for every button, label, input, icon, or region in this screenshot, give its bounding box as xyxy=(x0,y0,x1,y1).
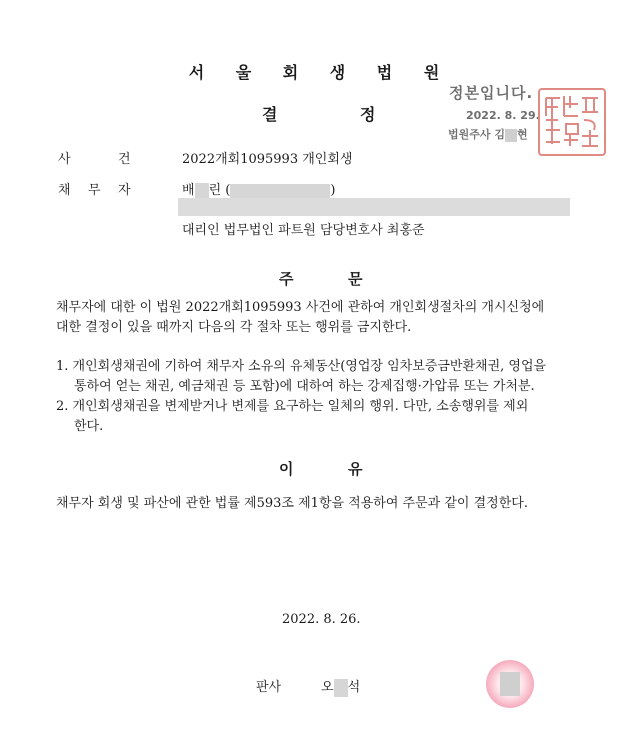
reasons-title-char-1: 이 xyxy=(279,460,294,478)
redaction-mask xyxy=(195,183,209,198)
seal-pattern-icon xyxy=(540,90,604,154)
ruling-item-2-line-1: 2. 개인회생채권을 변제받거나 변제를 요구하는 일체의 행위. 다만, 소송행위를 제외 xyxy=(56,399,529,414)
debtor-label-char-3: 자 xyxy=(118,183,131,198)
certified-copy-clerk xyxy=(448,126,528,142)
clerk-name-prefix: 법원주사 김 xyxy=(448,128,505,141)
doc-type-char-1: 결 xyxy=(262,105,278,124)
doc-type-char-2: 정 xyxy=(360,105,376,124)
redaction-mask xyxy=(505,129,517,142)
redacted-address-bar xyxy=(178,198,570,216)
judge-name-end: 석 xyxy=(347,680,361,695)
legal-representative: 대리인 법무법인 파트원 담당변호사 최홍준 xyxy=(182,223,425,238)
ruling-title-char-2: 문 xyxy=(348,270,363,288)
judge-name xyxy=(321,676,360,697)
redaction-mask-id xyxy=(230,184,330,198)
judge-name-start: 오 xyxy=(321,680,334,695)
ruling-intro-line-2: 대한 결정이 있을 때까지 다음의 각 절차 또는 행위를 금지한다. xyxy=(56,320,412,335)
case-number: 2022개회1095993 개인회생 xyxy=(182,152,353,167)
court-seal-image xyxy=(538,88,606,156)
judge-seal-image xyxy=(486,660,534,708)
ruling-item-1-line-1: 1. 개인회생채권에 기하여 채무자 소유의 유체동산(영업장 임차보증금반환채권, 영업을 xyxy=(56,359,547,374)
case-label-char-2: 건 xyxy=(118,152,131,167)
ruling-intro-line-1: 채무자에 대한 이 법원 2022개회1095993 사건에 관하여 개인회생절차의 개시신청에 xyxy=(56,300,545,315)
redaction-mask xyxy=(500,672,520,696)
certified-copy-stamp-title: 정본입니다. xyxy=(449,84,534,102)
debtor-label-char-1: 채 xyxy=(58,183,71,198)
decision-date: 2022. 8. 26. xyxy=(282,612,361,627)
debtor-name xyxy=(182,179,335,198)
debtor-paren-close: ) xyxy=(330,183,336,198)
redaction-mask xyxy=(334,679,348,697)
judge-label: 판사 xyxy=(256,680,282,695)
certified-copy-stamp-date: 2022. 8. 29. xyxy=(466,109,540,122)
case-label-char-1: 사 xyxy=(58,152,71,167)
debtor-label-char-2: 무 xyxy=(88,183,101,198)
ruling-title-char-1: 주 xyxy=(279,270,294,288)
debtor-name-end: 린 ( xyxy=(208,183,231,198)
clerk-name-suffix: 현 xyxy=(516,128,528,141)
reasons-title-char-2: 유 xyxy=(348,460,363,478)
ruling-item-1-line-2: 통하여 얻는 채권, 예금채권 등 포함)에 대하여 하는 강제집행·가압류 또는 가처분. xyxy=(74,379,535,394)
debtor-name-start: 배 xyxy=(182,183,195,198)
court-name: 서 울 회 생 법 원 xyxy=(188,63,453,82)
ruling-item-2-line-2: 한다. xyxy=(74,419,104,434)
reasons-text: 채무자 회생 및 파산에 관한 법률 제593조 제1항을 적용하여 주문과 같이 결정한다. xyxy=(56,496,528,511)
